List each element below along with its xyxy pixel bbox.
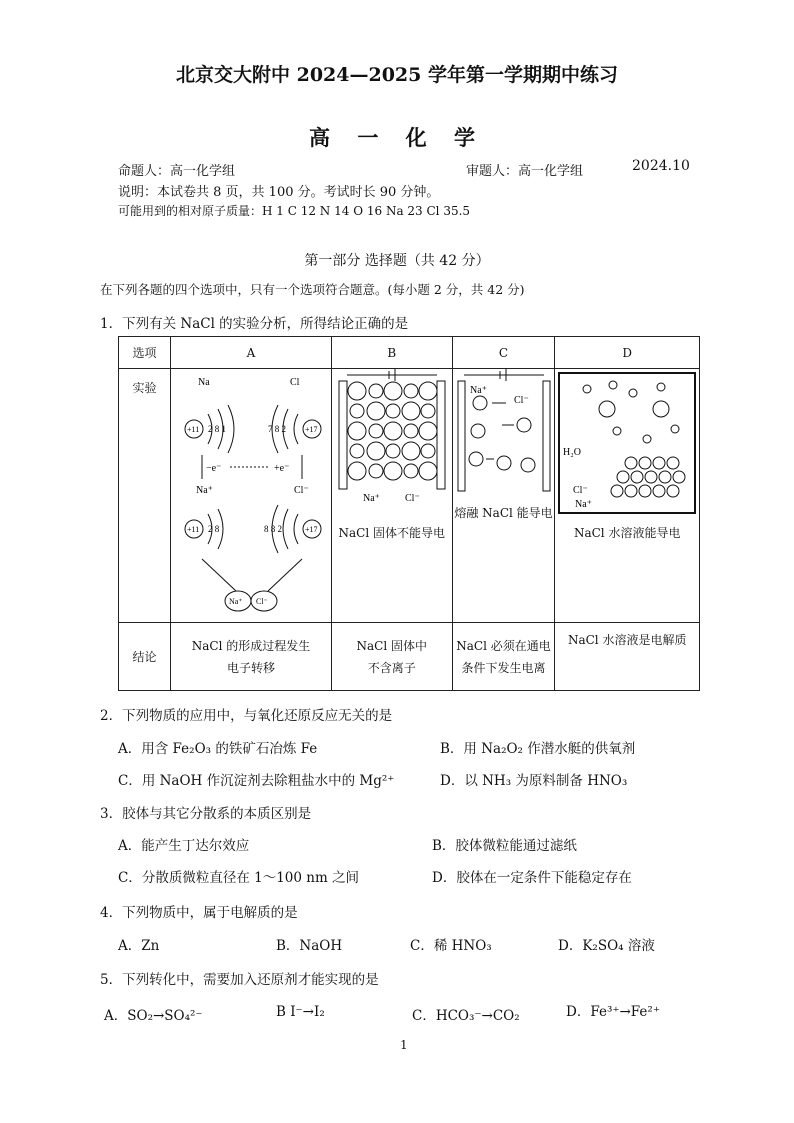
label-na-ion: Na⁺	[195, 485, 213, 496]
q3-option-d: D．胶体在一定条件下能稳定存在	[432, 870, 632, 886]
atomic-masses: 可能用到的相对原子质量：H 1 C 12 N 14 O 16 Na 23 Cl 35.5	[118, 204, 471, 218]
q5-option-a: A．SO₂→SO₄²⁻	[104, 1008, 203, 1024]
q3-option-a: A．能产生丁达尔效应	[118, 838, 250, 854]
section-title: 第一部分 选择题（共 42 分）	[304, 253, 490, 269]
q2-option-a: A．用含 Fe₂O₃ 的铁矿石冶炼 Fe	[118, 741, 318, 757]
conclusion-c: NaCl 必须在通电 条件下发生电离	[452, 623, 555, 691]
d-cl-label: Cl⁻	[573, 485, 588, 496]
lose-electron: −e⁻	[205, 463, 222, 474]
table-head-a: A	[171, 337, 332, 369]
c-na-label: Na⁺	[469, 385, 487, 396]
exam-title: 北京交大附中 2024—2025 学年第一学期期中练习	[176, 64, 618, 86]
q5-option-b: B I⁻→I₂	[276, 1004, 325, 1020]
na-ion-core: +11	[186, 525, 200, 534]
page-number: 1	[400, 1038, 408, 1052]
cl-ion-shells: 8 8 2	[263, 524, 282, 534]
question-4-stem: 4．下列物质中，属于电解质的是	[100, 905, 298, 921]
cell-b-diagram	[331, 369, 452, 623]
section-instruction: 在下列各题的四个选项中，只有一个选项符合题意。(每小题 2 分，共 42 分)	[100, 282, 525, 297]
c-cl-label: Cl⁻	[513, 395, 529, 406]
q4-option-c: C．稀 HNO₃	[410, 938, 492, 954]
cl-core: +17	[304, 425, 318, 434]
na-ion-shells: 2 8	[207, 524, 220, 534]
conclusion-a: NaCl 的形成过程发生 电子转移	[171, 623, 332, 691]
q2-option-d: D．以 NH₃ 为原料制备 HNO₃	[440, 773, 628, 789]
q5-option-d: D．Fe³⁺→Fe²⁺	[566, 1004, 660, 1020]
d-water-label: H₂O	[563, 447, 582, 458]
atom-structure-diagram	[172, 369, 330, 619]
c-caption: 熔融 NaCl 能导电	[454, 506, 553, 520]
nacl-solution-diagram	[557, 369, 697, 519]
q3-option-c: C．分散质微粒直径在 1～100 nm 之间	[118, 870, 360, 886]
na-shells: 2 8 1	[207, 424, 226, 434]
question-3-stem: 3．胶体与其它分散系的本质区别是	[100, 806, 312, 822]
label-cl: Cl	[289, 377, 300, 388]
exam-note: 说明：本试卷共 8 页，共 100 分。考试时长 90 分钟。	[118, 185, 440, 200]
table-head-b: B	[331, 337, 452, 369]
table-head-c: C	[452, 337, 555, 369]
table-head-option: 选项	[119, 337, 171, 369]
row-label-conclusion: 结论	[119, 623, 171, 691]
molten-nacl-diagram	[454, 369, 554, 499]
cl-shells: 7 8 2	[267, 424, 286, 434]
gain-electron: +e⁻	[273, 463, 290, 474]
setter: 命题人：高一化学组	[118, 164, 236, 179]
b-cl-label: Cl⁻	[404, 493, 420, 504]
cell-c-diagram	[452, 369, 555, 623]
pair-na: Na⁺	[228, 597, 243, 606]
table-head-d: D	[555, 337, 700, 369]
b-caption: NaCl 固体不能导电	[338, 526, 445, 540]
cl-ion-core: +17	[304, 525, 318, 534]
q4-option-d: D．K₂SO₄ 溶液	[558, 938, 655, 954]
pair-cl: Cl⁻	[255, 597, 268, 606]
na-core: +11	[186, 425, 200, 434]
question-1-stem: 1．下列有关 NaCl 的实验分析，所得结论正确的是	[100, 316, 409, 332]
cell-d-diagram	[555, 369, 700, 623]
q4-option-a: A．Zn	[118, 938, 160, 954]
cell-a-diagram	[171, 369, 332, 623]
solid-nacl-lattice	[333, 369, 451, 519]
conclusion-b: NaCl 固体中 不含离子	[331, 623, 452, 691]
b-na-label: Na⁺	[362, 493, 380, 504]
experiment-table	[118, 336, 700, 691]
q5-option-c: C．HCO₃⁻→CO₂	[412, 1008, 520, 1024]
q4-option-b: B．NaOH	[276, 938, 343, 954]
reviewer: 审题人：高一化学组	[466, 164, 584, 179]
q3-option-b: B．胶体微粒能通过滤纸	[432, 838, 577, 854]
question-2-stem: 2．下列物质的应用中，与氧化还原反应无关的是	[100, 708, 393, 724]
subject-title: 高 一 化 学	[309, 125, 485, 150]
label-cl-ion: Cl⁻	[293, 485, 309, 496]
conclusion-d: NaCl 水溶液是电解质	[555, 623, 700, 691]
exam-date: 2024.10	[632, 158, 690, 174]
q2-option-b: B．用 Na₂O₂ 作潜水艇的供氧剂	[440, 741, 636, 757]
question-5-stem: 5．下列转化中，需要加入还原剂才能实现的是	[100, 972, 379, 988]
d-na-label: Na⁺	[575, 499, 593, 510]
label-na: Na	[197, 377, 210, 388]
q2-option-c: C．用 NaOH 作沉淀剂去除粗盐水中的 Mg²⁺	[118, 773, 395, 789]
d-caption: NaCl 水溶液能导电	[573, 526, 681, 540]
row-label-experiment: 实验	[119, 369, 171, 623]
